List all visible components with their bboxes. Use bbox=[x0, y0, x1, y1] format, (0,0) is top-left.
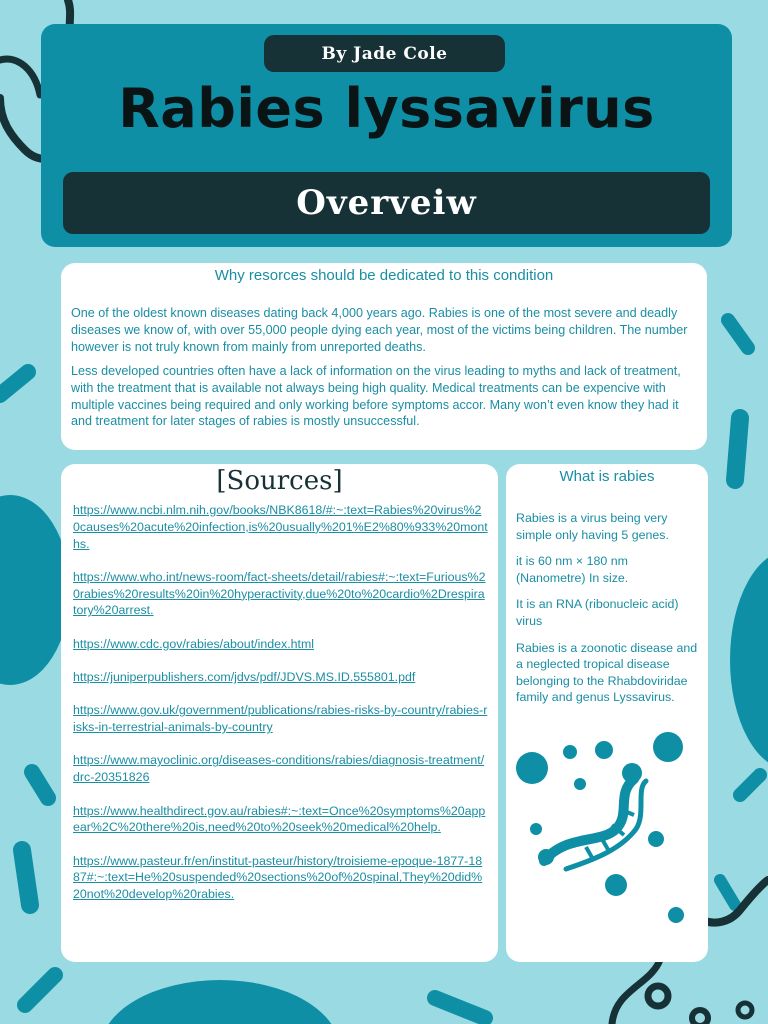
header-banner bbox=[41, 24, 732, 247]
page-title: Rabies lyssavirus bbox=[118, 77, 655, 140]
why-card bbox=[61, 263, 707, 450]
why-paragraph-1: One of the oldest known diseases dating back 4,000 years ago. Rabies is one of the most severe and deadly diseases we know of, with over 55,000 people dying each year, most of the victims being children. The number however is not truly known from mainly from unreported deaths. bbox=[71, 306, 688, 354]
rabies-fact: Rabies is a zoonotic disease and a neglected tropical disease belonging to the Rhabdoviridae family and genus Lyssavirus. bbox=[516, 640, 698, 705]
section-title-overview: Overveiw bbox=[63, 172, 710, 234]
author-badge: By Jade Cole bbox=[264, 35, 505, 72]
what-is-rabies-card bbox=[506, 464, 708, 962]
dna-virus-icon bbox=[506, 719, 708, 962]
sources-card bbox=[61, 464, 498, 962]
rabies-fact: It is an RNA (ribonucleic acid) virus bbox=[516, 597, 679, 628]
rabies-facts bbox=[516, 510, 700, 716]
sources-heading: [Sources] bbox=[216, 466, 343, 496]
rabies-fact: Rabies is a virus being very simple only having 5 genes. bbox=[516, 511, 669, 542]
source-link[interactable]: https://juniperpublishers.com/jdvs/pdf/JDVS.MS.ID.555801.pdf bbox=[73, 670, 416, 685]
source-link[interactable]: https://www.cdc.gov/rabies/about/index.html bbox=[73, 636, 315, 651]
source-link[interactable]: https://www.who.int/news-room/fact-sheets/detail/rabies#:~:text=Furious%20rabies%20results%20in%20hyperactivity,due%20to%20cardio%2Drespiratory%20arrest. bbox=[73, 569, 486, 618]
rabies-fact: it is 60 nm × 180 nm (Nanometre) In size. bbox=[516, 554, 629, 585]
source-link[interactable]: https://www.ncbi.nlm.nih.gov/books/NBK8618/#:~:text=Rabies%20virus%20causes%20acute%20infection,is%20usually%201%E2%80%933%20months. bbox=[73, 503, 488, 551]
source-link[interactable]: https://www.pasteur.fr/en/institut-pasteur/history/troisieme-epoque-1877-1887#:~:text=He%20suspended%20sections%20of%20spinal,They%20did%20not%20develop%20rabies. bbox=[73, 853, 483, 902]
rabies-heading: What is rabies bbox=[559, 468, 655, 485]
why-heading: Why resorces should be dedicated to this condition bbox=[214, 267, 554, 284]
source-link[interactable]: https://www.mayoclinic.org/diseases-conditions/rabies/diagnosis-treatment/drc-20351826 bbox=[73, 753, 485, 785]
source-link[interactable]: https://www.gov.uk/government/publications/rabies-risks-by-country/rabies-risks-in-terrestrial-animals-by-country bbox=[73, 703, 488, 735]
source-link[interactable]: https://www.healthdirect.gov.au/rabies#:~:text=Once%20symptoms%20appear%2C%20there%20is,need%20to%20seek%20medical%20help. bbox=[73, 803, 486, 835]
why-paragraph-2: Less developed countries often have a lack of information on the virus leading to myths and lack of treatment, with the treatment that is available not always being high quality. Medical treatments can be expencive with multiple vaccines being required and only working before symptoms accor. Many won’t even know they had it and treatment for later stages of rabies is mostly unsuccessful. bbox=[71, 364, 681, 429]
source-link-list bbox=[73, 502, 488, 920]
